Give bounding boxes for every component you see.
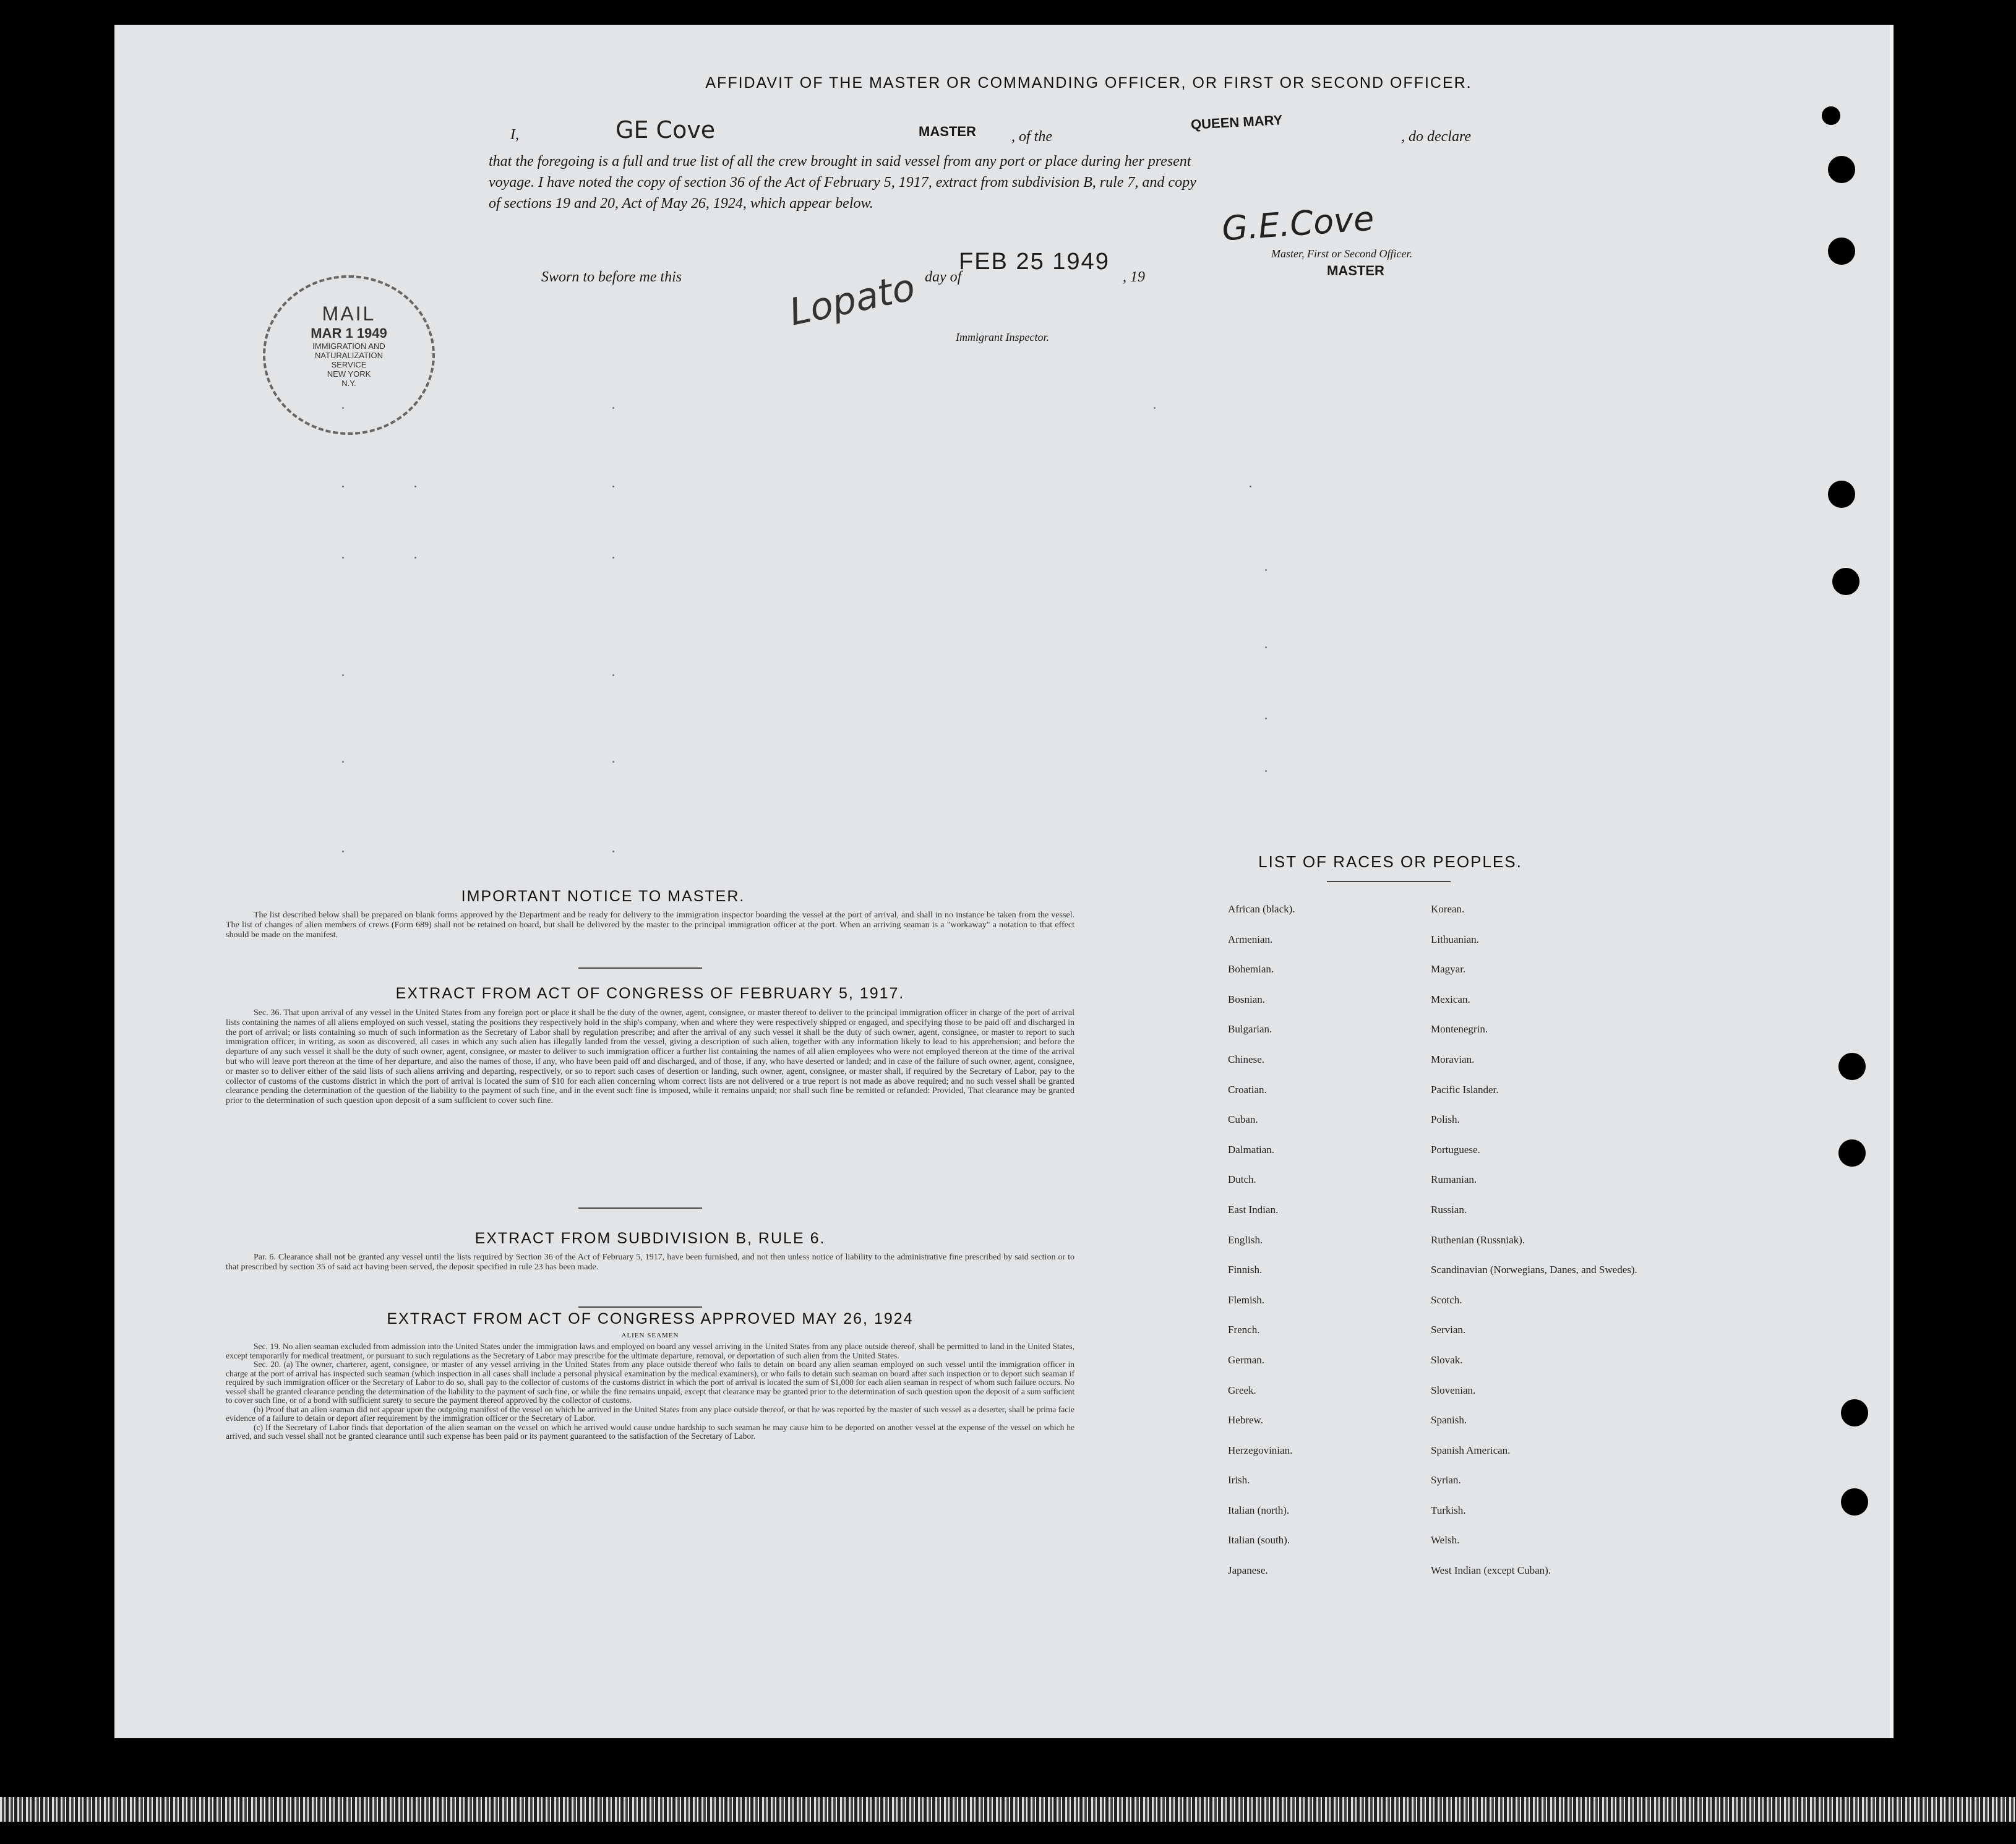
race-item: Armenian. <box>1228 933 1273 945</box>
race-item: Korean. <box>1431 903 1465 915</box>
race-item: Chinese. <box>1228 1053 1265 1065</box>
extract-1917-body <box>226 1008 1074 1106</box>
race-item: Montenegrin. <box>1431 1023 1488 1036</box>
race-item: Japanese. <box>1228 1564 1268 1577</box>
race-item: Italian (south). <box>1228 1534 1290 1546</box>
master-name-handwritten: GE Cove <box>616 116 716 144</box>
sec-20a-text: Sec. 20. (a) The owner, charterer, agent, consignee, or master of any vessel arriving in the United States from any place outside thereof who fails to detain on board any alien seaman employed on such vessel until the immigration officer in charge at the port of arrival has inspected such seaman (which inspection in all cases shall include a personal physical examination by the medical examiners), or who fails to detain such seaman on board after such inspection or to deport such seaman if required by such immigration officer or the Secretary of Labor to do so, shall pay to the collector of customs of the customs district in which the port of arrival is located the sum of $1,000 for each alien seaman in respect of whom such failure occurs. No vessel shall be granted clearance pending the determination of the liability to the payment of such fine, or while the fine remains unpaid, except that clearance may be granted prior to the determination of such question upon the deposit of a sum sufficient to cover such fine, or of a bond with sufficient surety to secure the payment thereof approved by the collector of customs. <box>226 1360 1074 1405</box>
race-item: Mexican. <box>1431 993 1470 1005</box>
race-item: Bohemian. <box>1228 963 1274 976</box>
races-heading-rule <box>1327 881 1451 882</box>
race-item: Spanish. <box>1431 1414 1467 1426</box>
inspector-signature: Lopato <box>785 265 919 335</box>
subdivision-text: Par. 6. Clearance shall not be granted any vessel until the lists required by Section 36 of the Act of February 5, 1917, have been furnished, and not then unless notice of liability to the administrative fine prescribed by said section or to that prescribed by section 35 of said act having been served, the deposit specified in rule 23 has been made. <box>226 1253 1074 1272</box>
races-heading: LIST OF RACES OR PEOPLES. <box>1258 852 1522 871</box>
day-of-label: day of <box>925 269 962 285</box>
affidavit-text-line-3: of sections 19 and 20, Act of May 26, 1924, which appear below. <box>489 195 873 212</box>
extract-1924-heading: EXTRACT FROM ACT OF CONGRESS APPROVED MAY 26, 1924 <box>387 1310 914 1327</box>
race-item: African (black). <box>1228 903 1295 915</box>
extract-1917-text: Sec. 36. That upon arrival of any vessel in the United States from any foreign port or place it shall be the duty of the owner, agent, consignee, or master thereof to deliver to the principal immigration officer in charge of the port of arrival lists containing the names of all aliens employed on such vessel, stating the positions they respectively hold in the ship's company, when and where they were respectively shipped or engaged, and specifying those to be paid off and discharged in the port of arrival; or lists containing so much of such information as the Secretary of Labor shall by regulation prescribe; and after the arrival of any such vessel it shall be the duty of such owner, agent, consignee, or master to report to such immigration officer, in writing, as soon as discovered, all cases in which any such alien has illegally landed from the vessel, giving a description of such alien, together with any information likely to lead to his apprehension; and before the departure of any such vessel it shall be the duty of such owner, agent, consignee, or master to deliver to such immigration officer a further list containing the names of all alien employees who were not employed thereon at the time of the arrival but who will leave port thereon at the time of her departure, and also the names of those, if any, who have been paid off and discharged, and of those, if any, who have deserted or landed; and in case of the failure of such owner, agent, consignee, or master so to deliver either of the said lists of such aliens arriving and departing, respectively, or so to report such cases of desertion or landing, such owner, agent, consignee, or master shall, if required by the Secretary of Labor, pay to the collector of customs of the customs district in which the port of arrival is located the sum of $10 for each alien concerning whom correct lists are not delivered or a true report is not made as above required; and no such vessel shall be granted clearance pending the determination of the question of the liability to the payment of such fine, and in the event such fine is imposed, while it remains unpaid; nor shall such fine be remitted or refunded: Provided, That clearance may be granted prior to the determination of such question upon deposit of a sum sufficient to cover such fine. <box>226 1008 1074 1106</box>
vessel-name-stamp: QUEEN MARY <box>1190 112 1283 132</box>
race-item: Bosnian. <box>1228 993 1265 1005</box>
race-item: Hebrew. <box>1228 1414 1263 1426</box>
master-signature: G.E.Cove <box>1220 199 1376 249</box>
film-edge-strip <box>0 1797 2016 1822</box>
race-item: Lithuanian. <box>1431 933 1479 945</box>
sworn-label: Sworn to before me this <box>541 269 682 285</box>
race-item: Slovenian. <box>1431 1384 1476 1396</box>
document-page <box>114 25 1894 1738</box>
mail-receipt-stamp <box>263 275 435 435</box>
do-declare-label: , do declare <box>1401 129 1472 145</box>
race-item: Bulgarian. <box>1228 1023 1272 1036</box>
race-item: Turkish. <box>1431 1504 1466 1516</box>
separator-rule-2 <box>578 1207 702 1209</box>
race-item: Servian. <box>1431 1324 1466 1336</box>
extract-1917-heading: EXTRACT FROM ACT OF CONGRESS OF FEBRUARY 5, 1917. <box>395 985 905 1002</box>
races-left-column <box>1228 903 1426 1595</box>
race-item: Flemish. <box>1228 1293 1265 1306</box>
notice-text: The list described below shall be prepared on blank forms approved by the Department and be ready for delivery to the immigration inspector boarding the vessel at the port of arrival, and shall in no instance be taken from the vessel. The list of changes of alien members of crews (Form 689) shall not be retained on board, but shall be delivered by the master to the principal immigration officer at the port. When an arriving seaman is a "workaway" a notation to that effect should be made on the manifest. <box>226 911 1074 940</box>
race-item: Scandinavian (Norwegians, Danes, and Swedes). <box>1431 1264 1637 1276</box>
race-item: Cuban. <box>1228 1113 1258 1126</box>
race-item: Ruthenian (Russniak). <box>1431 1233 1525 1246</box>
separator-rule-1 <box>578 967 702 969</box>
race-item: Irish. <box>1228 1474 1250 1486</box>
race-item: Syrian. <box>1431 1474 1461 1486</box>
race-item: Pacific Islander. <box>1431 1083 1499 1096</box>
affidavit-text-line-2: voyage. I have noted the copy of section 36 of the Act of February 5, 1917, extract from subdivision B, rule 7, and copy <box>489 174 1196 191</box>
mail-stamp-line-3: IMMIGRATION AND <box>312 341 385 351</box>
sec-20b-text: (b) Proof that an alien seaman did not appear upon the outgoing manifest of the vessel on which he arrived in the United States from any place outside thereof, or that he was reported by the master of such vessel as a deserter, shall be prima facie evidence of a failure to detain or deport after requirement by the immigration officer or the Secretary of Labor. <box>226 1404 1074 1423</box>
of-the-label: , of the <box>1011 129 1052 145</box>
race-item: Magyar. <box>1431 963 1466 976</box>
sec-20c-text: (c) If the Secretary of Labor finds that deportation of the alien seaman on the vessel on which he arrived would cause undue hardship to such seaman he may cause him to be deported on another vessel at the expense of the vessel on which he arrived, and such vessel shall not be granted clearance until such expense has been paid or its payment guaranteed to the satisfaction of the Secretary of Labor. <box>226 1422 1074 1441</box>
rank-stamp: MASTER <box>919 124 976 139</box>
race-item: Rumanian. <box>1431 1173 1477 1186</box>
separator-rule-3 <box>578 1306 702 1308</box>
race-item: Polish. <box>1431 1113 1460 1126</box>
mail-stamp-date: MAR 1 1949 <box>311 325 387 341</box>
race-item: West Indian (except Cuban). <box>1431 1564 1551 1577</box>
mail-stamp-line-5: SERVICE <box>331 360 367 369</box>
race-item: English. <box>1228 1233 1263 1246</box>
race-item: Herzegovinian. <box>1228 1444 1293 1456</box>
mail-stamp-line-1: MAIL <box>322 302 376 325</box>
affidavit-i-label: I, <box>510 127 519 143</box>
officer-caption: Master, First or Second Officer. <box>1271 247 1412 260</box>
subdivision-heading: EXTRACT FROM SUBDIVISION B, RULE 6. <box>474 1230 826 1247</box>
race-item: Italian (north). <box>1228 1504 1290 1516</box>
race-item: Croatian. <box>1228 1083 1267 1096</box>
extract-1924-body <box>226 1342 1074 1441</box>
date-stamp: FEB 25 1949 <box>959 249 1110 275</box>
race-item: Slovak. <box>1431 1353 1463 1366</box>
officer-stamp: MASTER <box>1327 263 1384 278</box>
mail-stamp-line-7: N.Y. <box>341 379 356 388</box>
inspector-caption: Immigrant Inspector. <box>956 331 1049 343</box>
mail-stamp-line-4: NATURALIZATION <box>314 351 384 360</box>
race-item: Moravian. <box>1431 1053 1475 1065</box>
race-item: Welsh. <box>1431 1534 1460 1546</box>
notice-heading: IMPORTANT NOTICE TO MASTER. <box>461 888 745 905</box>
race-item: Portuguese. <box>1431 1143 1480 1156</box>
race-item: Spanish American. <box>1431 1444 1511 1456</box>
race-item: German. <box>1228 1353 1265 1366</box>
mail-stamp-line-6: NEW YORK <box>327 369 371 379</box>
affidavit-title: AFFIDAVIT OF THE MASTER OR COMMANDING OFFICER, OR FIRST OR SECOND OFFICER. <box>705 74 1472 92</box>
sec-19-text: Sec. 19. No alien seaman excluded from admission into the United States under the immigration laws and employed on board any vessel arriving in the United States from any place outside thereof, shall be permitted to land in the United States, except temporarily for medical treatment, or pursuant to such regulations as the Secretary of Labor may prescribe for the ultimate departure, removal, or deportation of such alien from the United States. <box>226 1342 1074 1360</box>
race-item: East Indian. <box>1228 1203 1279 1216</box>
affidavit-text-line-1: that the foregoing is a full and true list of all the crew brought in said vessel from any port or place during her present <box>489 153 1191 169</box>
race-item: Russian. <box>1431 1203 1467 1216</box>
year-prefix: , 19 <box>1123 269 1145 285</box>
races-right-column <box>1431 903 1641 1595</box>
race-item: Dalmatian. <box>1228 1143 1275 1156</box>
alien-seamen-subheading: ALIEN SEAMEN <box>621 1332 679 1339</box>
race-item: French. <box>1228 1324 1260 1336</box>
race-item: Greek. <box>1228 1384 1256 1396</box>
race-item: Scotch. <box>1431 1293 1462 1306</box>
race-item: Dutch. <box>1228 1173 1256 1186</box>
race-item: Finnish. <box>1228 1264 1263 1276</box>
notice-body <box>226 911 1074 940</box>
subdivision-body <box>226 1253 1074 1272</box>
